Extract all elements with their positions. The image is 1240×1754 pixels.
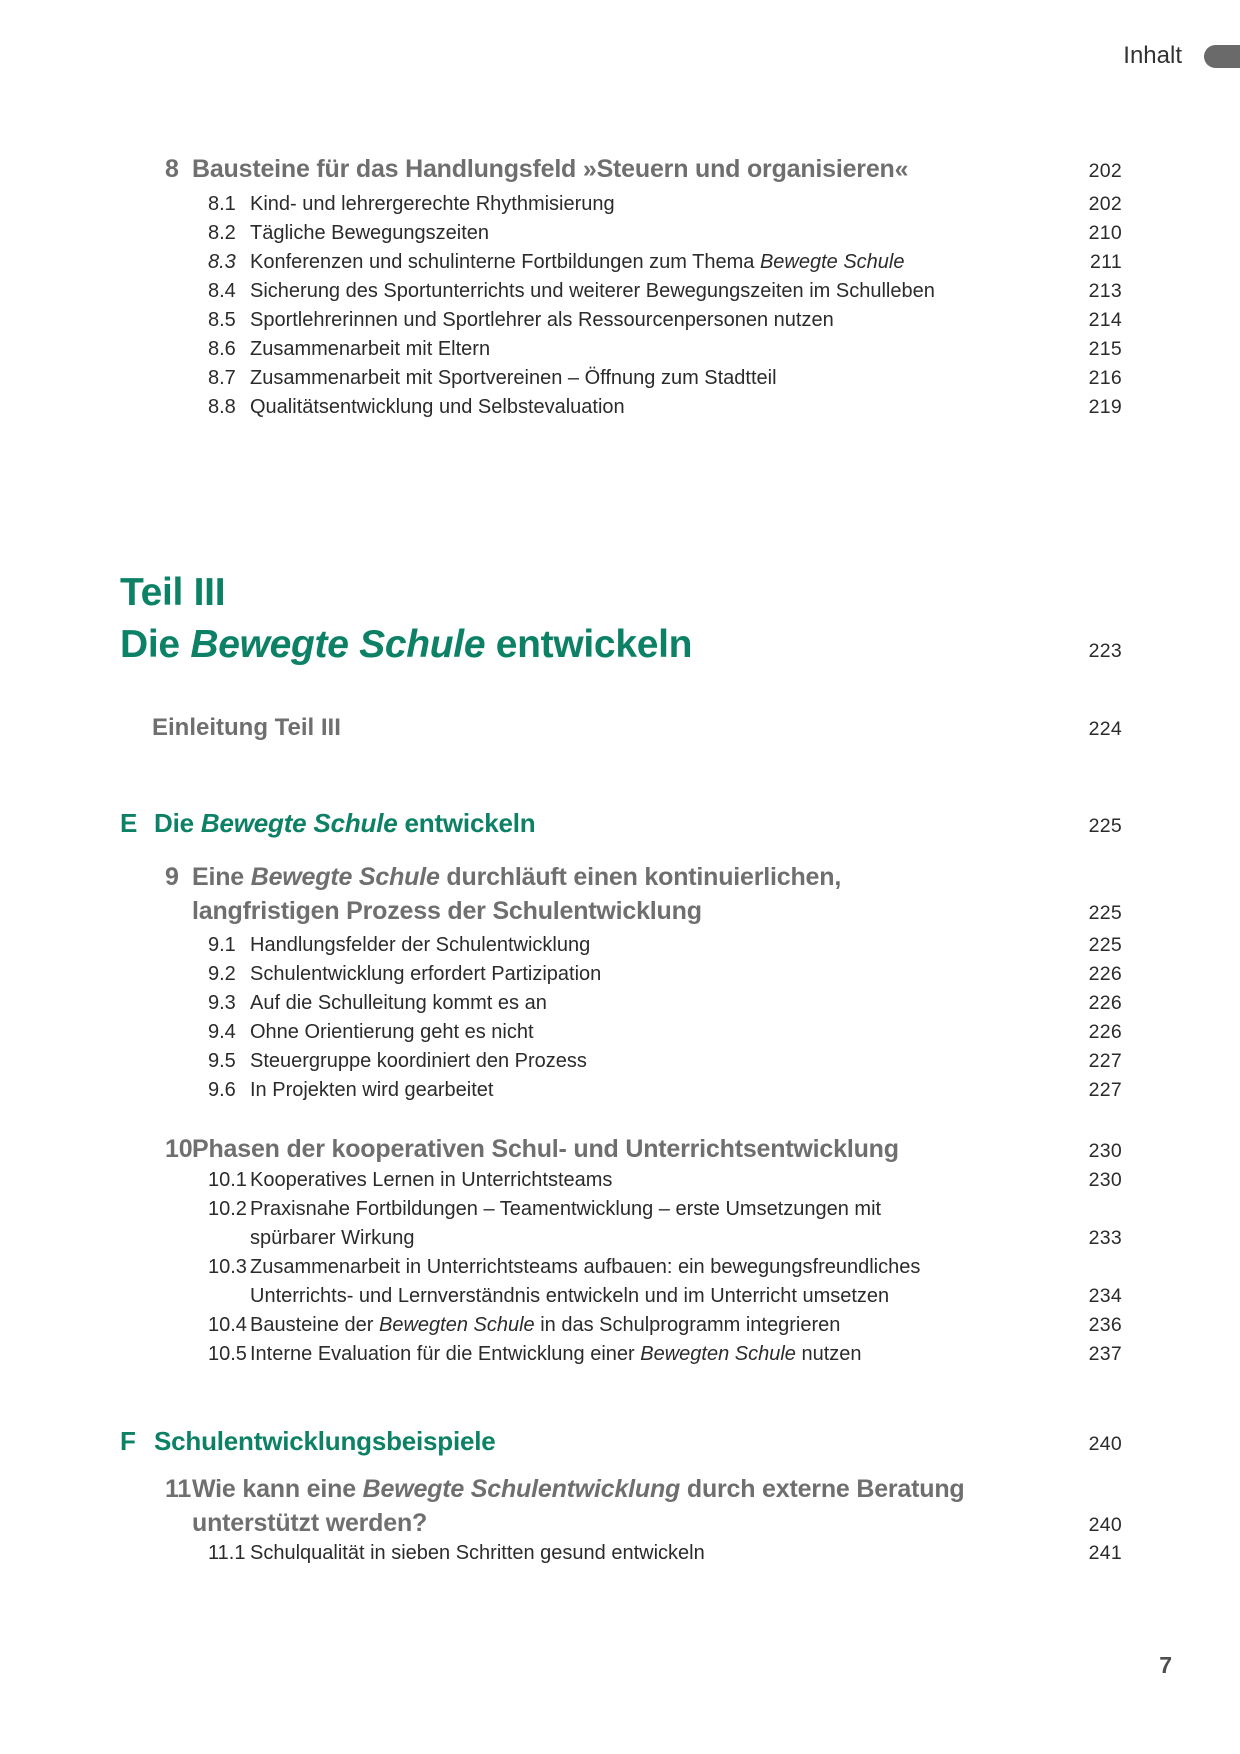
- entry-number: 8.6: [208, 338, 236, 360]
- part-title: Die Bewegte Schule entwickeln: [120, 623, 693, 666]
- chapter-number: 11: [165, 1475, 192, 1503]
- toc-chapter-10-items: [120, 1166, 1122, 1369]
- page-number: 202: [1088, 160, 1122, 182]
- entry-number: 9.2: [208, 963, 236, 985]
- entry-title: Schulentwicklung erfordert Partizipation: [250, 963, 602, 985]
- entry-title: Steuergruppe koordiniert den Prozess: [250, 1050, 587, 1072]
- page-number: 230: [1088, 1140, 1122, 1162]
- entry-title: Sicherung des Sportunterrichts und weiterer Bewegungszeiten im Schulleben: [250, 280, 935, 302]
- toc-column: [120, 0, 1122, 1754]
- toc-entry-10-4: [120, 1311, 1122, 1340]
- page-number: 234: [1088, 1285, 1122, 1307]
- entry-title: Zusammenarbeit mit Sportvereinen – Öffnung zum Stadtteil: [250, 367, 777, 389]
- page-number: 226: [1088, 1021, 1122, 1043]
- page-number: 215: [1088, 338, 1122, 360]
- section-letter: E: [120, 808, 138, 838]
- entry-title: Sportlehrerinnen und Sportlehrer als Ressourcenpersonen nutzen: [250, 309, 834, 331]
- toc-entry-8-1: [120, 190, 1122, 219]
- toc-entry-10-2: [120, 1195, 1122, 1253]
- toc-chapter-11-items: [120, 1539, 1122, 1568]
- entry-number: 8.8: [208, 396, 236, 418]
- page-number: 213: [1088, 280, 1122, 302]
- toc-section-F: [120, 1424, 1122, 1461]
- toc-entry-8-5: [120, 306, 1122, 335]
- toc-entry-8-2: [120, 219, 1122, 248]
- entry-title: Bausteine der Bewegten Schule in das Schulprogramm integrieren: [250, 1314, 841, 1336]
- toc-entry-9-2: [120, 960, 1122, 989]
- entry-title-line2: Unterrichts- und Lernverständnis entwickeln und im Unterricht umsetzen: [250, 1285, 890, 1307]
- entry-number: 10.5: [208, 1343, 247, 1365]
- page-number: 211: [1090, 251, 1122, 273]
- toc-entry-10-5: [120, 1340, 1122, 1369]
- page-number: 230: [1088, 1169, 1122, 1191]
- entry-number: 8.4: [208, 280, 236, 302]
- part-label: Teil III: [120, 571, 226, 614]
- toc-section-E: [120, 806, 1122, 843]
- page-number: 236: [1088, 1314, 1122, 1336]
- entry-number: 8.7: [208, 367, 236, 389]
- page-number: 216: [1088, 367, 1122, 389]
- entry-number: 11.1: [208, 1542, 246, 1564]
- entry-title: In Projekten wird gearbeitet: [250, 1079, 494, 1101]
- page-number: 227: [1088, 1050, 1122, 1072]
- chapter-number: 8: [165, 155, 179, 183]
- page-number: 225: [1088, 902, 1122, 924]
- toc-entry-10-1: [120, 1166, 1122, 1195]
- toc-chapter-11-heading: [120, 1472, 1122, 1542]
- entry-number: 10.3: [208, 1256, 247, 1278]
- chapter-title-line1: Wie kann eine Bewegte Schulentwicklung durch externe Beratung: [192, 1475, 965, 1503]
- toc-entry-10-3: [120, 1253, 1122, 1311]
- thumb-index-tab: [1204, 45, 1240, 68]
- part-3-heading: [120, 567, 1122, 677]
- chapter-number: 10: [165, 1135, 193, 1163]
- toc-entry-11-1: [120, 1539, 1122, 1568]
- entry-title: Zusammenarbeit mit Eltern: [250, 338, 491, 360]
- toc-chapter-8-items: [120, 190, 1122, 422]
- toc-entry-8-3: [120, 248, 1122, 277]
- header-section-label: Inhalt: [1123, 42, 1182, 69]
- section-title: Die Bewegte Schule entwickeln: [154, 808, 536, 838]
- page-number: 233: [1088, 1227, 1122, 1249]
- toc-entry-8-8: [120, 393, 1122, 422]
- entry-title: Kooperatives Lernen in Unterrichtsteams: [250, 1169, 613, 1191]
- entry-title: Tägliche Bewegungszeiten: [250, 222, 490, 244]
- page-number: 225: [1088, 934, 1122, 956]
- page-number: 214: [1088, 309, 1122, 331]
- toc-entry-9-5: [120, 1047, 1122, 1076]
- toc-entry-8-4: [120, 277, 1122, 306]
- page-number: 210: [1088, 222, 1122, 244]
- entry-number: 8.5: [208, 309, 236, 331]
- toc-entry-9-1: [120, 931, 1122, 960]
- entry-title: Schulqualität in sieben Schritten gesund entwickeln: [250, 1542, 705, 1564]
- toc-chapter-9-heading: [120, 860, 1122, 930]
- entry-number: 9.1: [208, 934, 236, 956]
- entry-number: 9.6: [208, 1079, 236, 1101]
- toc-entry-9-4: [120, 1018, 1122, 1047]
- toc-entry-9-3: [120, 989, 1122, 1018]
- section-letter: F: [120, 1426, 136, 1456]
- toc-entry-8-6: [120, 335, 1122, 364]
- entry-title: Qualitätsentwicklung und Selbstevaluation: [250, 396, 625, 418]
- page-number: 225: [1088, 815, 1122, 837]
- toc-chapter-8-heading: [120, 152, 1122, 188]
- entry-title: Interne Evaluation für die Entwicklung einer Bewegten Schule nutzen: [250, 1343, 862, 1365]
- entry-number: 8.3: [208, 251, 236, 273]
- page-number: 202: [1088, 193, 1122, 215]
- toc-chapter-9-items: [120, 931, 1122, 1105]
- entry-title: Auf die Schulleitung kommt es an: [250, 992, 547, 1014]
- entry-number: 10.1: [208, 1169, 247, 1191]
- page-number: 226: [1088, 992, 1122, 1014]
- entry-title: Ohne Orientierung geht es nicht: [250, 1021, 534, 1043]
- entry-title: Kind- und lehrergerechte Rhythmisierung: [250, 193, 615, 215]
- section-title: Schulentwicklungsbeispiele: [154, 1426, 496, 1456]
- toc-einleitung-row: [120, 713, 1122, 744]
- entry-number: 9.4: [208, 1021, 236, 1043]
- page-number: 224: [1088, 718, 1122, 740]
- page-number: 219: [1088, 396, 1122, 418]
- entry-title-line1: Zusammenarbeit in Unterrichtsteams aufbauen: ein bewegungsfreundliches: [250, 1256, 921, 1278]
- page-number: 227: [1088, 1079, 1122, 1101]
- einleitung-title: Einleitung Teil III: [152, 714, 341, 741]
- chapter-title-line2: unterstützt werden?: [192, 1509, 428, 1537]
- page-number: 226: [1088, 963, 1122, 985]
- chapter-title-line2: langfristigen Prozess der Schulentwicklung: [192, 897, 702, 925]
- entry-title-line1: Praxisnahe Fortbildungen – Teamentwicklung – erste Umsetzungen mit: [250, 1198, 882, 1220]
- entry-title-line2: spürbarer Wirkung: [250, 1227, 415, 1249]
- entry-number: 9.3: [208, 992, 236, 1014]
- chapter-title-line1: Eine Bewegte Schule durchläuft einen kontinuierlichen,: [192, 863, 842, 891]
- toc-entry-9-6: [120, 1076, 1122, 1105]
- page-number: 240: [1088, 1514, 1122, 1536]
- chapter-title: Bausteine für das Handlungsfeld »Steuern und organisieren«: [192, 155, 909, 183]
- entry-number: 10.4: [208, 1314, 247, 1336]
- entry-number: 8.1: [208, 193, 236, 215]
- entry-title: Konferenzen und schulinterne Fortbildungen zum Thema Bewegte Schule: [250, 251, 905, 273]
- page-number: 240: [1088, 1433, 1122, 1455]
- toc-chapter-10-heading: [120, 1132, 1122, 1168]
- chapter-number: 9: [165, 863, 179, 891]
- folio-page-number: 7: [1159, 1652, 1172, 1678]
- page-number: 223: [1088, 640, 1122, 662]
- page-number: 237: [1088, 1343, 1122, 1365]
- entry-number: 8.2: [208, 222, 236, 244]
- entry-number: 9.5: [208, 1050, 236, 1072]
- part-title-row: [120, 619, 1122, 677]
- chapter-title: Phasen der kooperativen Schul- und Unterrichtsentwicklung: [192, 1135, 899, 1163]
- entry-title: Handlungsfelder der Schulentwicklung: [250, 934, 591, 956]
- entry-number: 10.2: [208, 1198, 247, 1220]
- toc-entry-8-7: [120, 364, 1122, 393]
- page-number: 241: [1088, 1542, 1122, 1564]
